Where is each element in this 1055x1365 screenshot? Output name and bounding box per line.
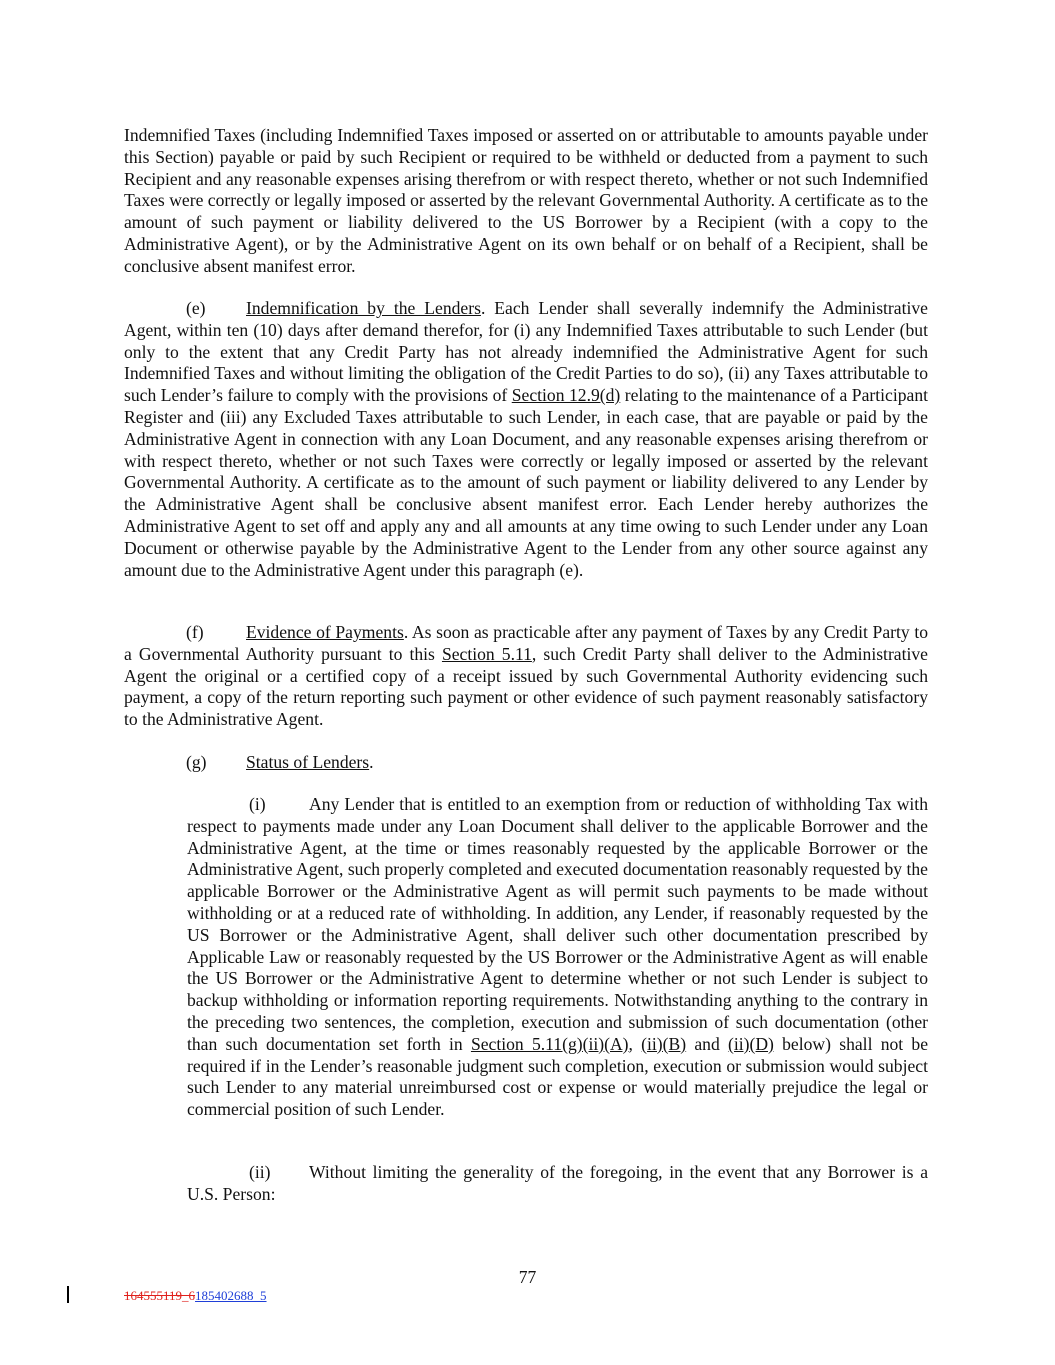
page-number: 77 bbox=[518, 1267, 537, 1287]
section-f-text: . As soon as practicable after any payment of Taxes by any Credit Party to a Governmental Authority pursuant to this bbox=[124, 622, 929, 664]
section-e-text-cont: relating to the maintenance of a Participant Register and (iii) any Excluded Taxes attributable to such Lender, in each case, that are payable or paid by the Administrative Agent in connection with any Loan Document, and any reasonable expenses arising therefrom or with respect thereto, whether or not such Taxes were correctly or legally imposed or asserted by the relevant Governmental Authority. A certificate as to the amount of such payment or liability delivered to any Lender by the Administrative Agent shall be conclusive absent manifest error. Each Lender hereby authorizes the Administrative Agent to set off and apply any and all amounts at any time owing to such Lender under any Loan Document or otherwise payable by the Administrative Agent to the Lender from any other source against any amount due to the Administrative Agent under this paragraph (e). bbox=[124, 385, 929, 580]
section-g-label: (g) bbox=[186, 752, 207, 772]
section-e-label: (e) bbox=[186, 298, 206, 318]
section-f-text-cont: , such Credit Party shall deliver to the Administrative Agent the original or a certified copy of a receipt issued by such Governmental Authority evidencing such payment, a copy of the return reporting such payment or other evidence of such payment reasonably satisfactory to the Administrative Agent. bbox=[124, 643, 928, 730]
section-g-i-text: Any Lender that is entitled to an exemption from or reduction of withholding Tax with respect to payments made under any Loan Document shall deliver to the applicable Borrower and the Administrative Agent, at the time or times reasonably requested by the applicable Borrower or the Administrative Agent, such properly completed and executed documentation reasonably requested by the applicable Borrower or the Administrative Agent as will permit such payments to be made without withholding or at a reduced rate of withholding. In addition, any Lender, if reasonably requested by the US Borrower or the Administrative Agent, shall deliver such other documentation prescribed by Applicable Law or reasonably requested by the US Borrower or the Administrative Agent as will enable the US Borrower or the Administrative Agent to determine whether or not such Lender is subject to backup withholding or information reporting requirements. Notwithstanding anything to the contrary in the preceding two sentences, the completion, execution and submission of such documentation (other than such documentation set forth in bbox=[187, 794, 928, 1054]
section-ii-b-link[interactable]: (ii)(B) bbox=[641, 1033, 687, 1054]
section-ii-d-link[interactable]: (ii)(D) bbox=[727, 1033, 774, 1054]
section-f-paragraph bbox=[124, 622, 928, 731]
section-5-11-g-ii-a-link[interactable]: Section 5.11(g)(ii)(A) bbox=[470, 1033, 629, 1054]
revision-change-bar bbox=[67, 1286, 69, 1303]
section-12-9-d-link[interactable]: Section 12.9(d) bbox=[511, 385, 621, 406]
section-f-heading: Evidence of Payments bbox=[246, 622, 404, 642]
section-5-11-link[interactable]: Section 5.11 bbox=[441, 643, 532, 664]
section-g-ii-label: (ii) bbox=[249, 1162, 271, 1182]
section-e-paragraph bbox=[124, 298, 928, 581]
paragraph-text: Indemnified Taxes (including Indemnified Taxes imposed or asserted on or attributable to amounts payable under this Section) payable or paid by such Recipient or required to be withheld or deducted from a payment to such Recipient and any reasonable expenses arising therefrom or with respect thereto, whether or not such Indemnified Taxes were correctly or legally imposed or asserted by the relevant Governmental Authority. A certificate as to the amount of such payment or liability delivered to the US Borrower by a Recipient (with a copy to the Administrative Agent), or by the Administrative Agent on its own behalf or on behalf of a Recipient, shall be conclusive absent manifest error. bbox=[124, 125, 928, 276]
section-g-i-label: (i) bbox=[249, 794, 266, 814]
section-g-ii-text: Without limiting the generality of the foregoing, in the event that any Borrower is a U.S. Person: bbox=[187, 1162, 928, 1204]
document-id-inserted: 185402688_5 bbox=[195, 1288, 267, 1303]
section-g-heading: Status of Lenders bbox=[246, 752, 370, 772]
section-g-i-text-cont: below) shall not be required if in the Lender’s reasonable judgment such completion, execution or submission would subject such Lender to any material unreimbursed cost or expense or would materially prejudice the legal or commercial position of such Lender. bbox=[187, 1033, 929, 1120]
document-id bbox=[124, 1288, 267, 1304]
section-g-i-paragraph bbox=[187, 794, 928, 1121]
section-g-ii-paragraph bbox=[187, 1162, 928, 1206]
section-g-tail: . bbox=[369, 752, 374, 772]
document-id-deleted: 164555119_6 bbox=[124, 1288, 196, 1303]
section-e-heading: Indemnification by the Lenders bbox=[246, 298, 481, 318]
section-e-text: . Each Lender shall severally indemnify the Administrative Agent, within ten (10) days after demand therefor, for (i) any Indemnified Taxes attributable to such Lender (but only to the extent that any Credit Party has not already indemnified the Administrative Agent for such Indemnified Taxes and without limiting the obligation of the Credit Parties to do so), (ii) any Taxes attributable to such Lender’s failure to comply with the provisions of bbox=[124, 298, 928, 406]
separator-and: and bbox=[686, 1033, 728, 1054]
section-g-heading-line bbox=[124, 752, 928, 774]
section-f-label: (f) bbox=[186, 622, 204, 642]
paragraph-continuation bbox=[124, 125, 928, 278]
separator-comma: , bbox=[628, 1033, 642, 1054]
